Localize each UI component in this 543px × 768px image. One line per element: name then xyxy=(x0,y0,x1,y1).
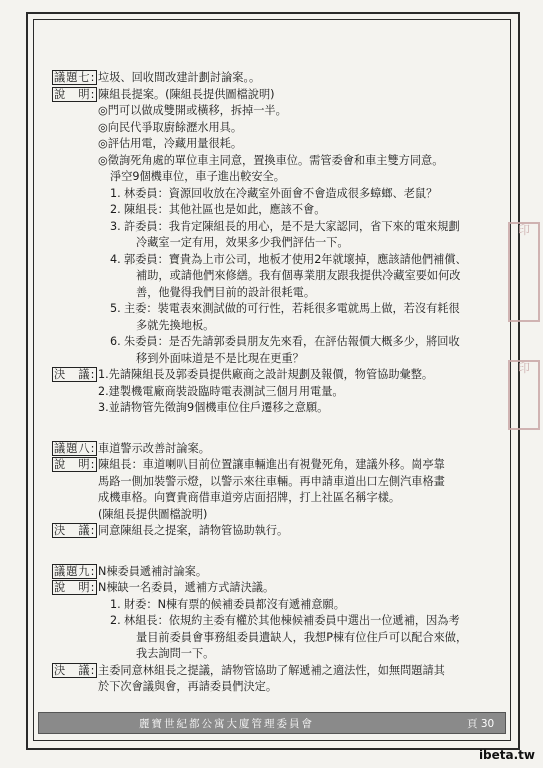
decision-line: 於下次會議與會，再請委員們決定。 xyxy=(98,680,278,693)
decision-label: 決 議: xyxy=(54,663,96,677)
discussion-item: 1. 財委：N棟有票的候補委員都沒有遞補意願。 xyxy=(110,597,345,611)
discussion-item: 6. 朱委員：是否先請郭委員朋友先來看，在評估報價大概多少，將回收 移到外面味道是不是比現在更重？ xyxy=(110,335,460,365)
explain-line: 陳組長：車道喇叭目前位置讓車輛進出有視覺死角，建議外移。崗亭靠 xyxy=(98,458,445,471)
issue-label: 議題七: xyxy=(54,71,96,84)
discussion-item: 2. 林組長：依規約主委有權於其他棟候補委員中選出一位遞補，因為考 量目前委員會事務組委員遺缺人，我想P棟有位住戶可以配合來做， 我去詢問一下。 xyxy=(110,614,468,660)
explain-line: ◎門可以做成雙開或橫移，拆掉一半。 xyxy=(98,104,287,117)
explain-line: N棟缺一名委員，遞補方式請決議。 xyxy=(98,581,275,594)
minutes-content xyxy=(52,70,504,696)
explain-line: ◎徵詢死角處的單位車主同意，置換車位。需管委會和車主雙方同意。 xyxy=(98,153,444,167)
decision-line: 主委同意林組長之提議，請物管協助了解遞補之適法性，如無問題請其 xyxy=(98,663,445,677)
explain-label: 說 明: xyxy=(54,581,96,594)
explain-line: 淨空9個機車位，車子進出較安全。 xyxy=(110,170,285,183)
explain-label: 說 明: xyxy=(54,458,96,471)
decision-label: 決 議: xyxy=(54,524,96,537)
decision-line: 3.並請物管先徵詢9個機車位住戶遷移之意願。 xyxy=(98,401,329,414)
footer-bar xyxy=(38,712,506,734)
decision-label: 決 議: xyxy=(54,368,96,381)
issue-label: 議題八: xyxy=(54,441,96,455)
discussion-item: 3. 許委員：我肯定陳組長的用心，是不是大家認同，省下來的電來規劃 冷藏室一定有用，效果多少我們評估一下。 xyxy=(110,219,460,249)
explain-label: 說 明: xyxy=(54,87,96,101)
seal-stamp-lower: 印 xyxy=(508,360,540,430)
page-number: 頁 30 xyxy=(467,718,495,730)
seal-stamp-upper: 印 xyxy=(508,222,540,322)
issue-title: 垃圾、回收間改建計劃討論案。。 xyxy=(98,71,261,84)
issue-title: 車道警示改善討論案。 xyxy=(98,441,210,455)
explain-line: 成機車格。向寶貴商借車道旁店面招牌，打上社區名稱字樣。 xyxy=(98,491,401,504)
issue-7 xyxy=(52,70,504,417)
discussion-item: 2. 陳組長：其他社區也是如此，應該不會。 xyxy=(110,203,326,216)
watermark: ibeta.tw xyxy=(478,748,535,762)
discussion-item: 1. 林委員：資源回收放在冷藏室外面會不會造成很多蟑螂、老鼠？ xyxy=(110,186,438,200)
footer-title: 麗寶世紀都公寓大廈管理委員會 xyxy=(139,718,314,730)
issue-8 xyxy=(52,441,504,540)
explain-line: (陳組長提供圖檔說明) xyxy=(98,507,208,521)
explain-line: ◎向民代爭取廚餘瀝水用具。 xyxy=(98,120,243,134)
decision-line: 2.建製機電廠商裝設臨時電表測試三個月用電量。 xyxy=(98,384,344,398)
decision-line: 同意陳組長之提案，請物管協助執行。 xyxy=(98,524,289,537)
issue-9 xyxy=(52,564,504,696)
explain-line: 陳組長提案。(陳組長提供圖檔說明) xyxy=(98,87,275,101)
decision-line: 1.先請陳組長及郭委員提供廠商之設計規劃及報價，物管協助彙整。 xyxy=(98,368,434,381)
discussion-item: 5. 主委：裝電表來測試做的可行性，若耗很多電就馬上做，若沒有耗很 多就先換地板。 xyxy=(110,302,460,332)
explain-line: 馬路一側加裝警示燈，以警示來往車輛。再申請車道出口左側汽車格畫 xyxy=(98,474,445,488)
issue-title: N棟委員遞補討論案。 xyxy=(98,564,208,578)
issue-label: 議題九: xyxy=(54,564,96,578)
explain-line: ◎評估用電，冷藏用量很耗。 xyxy=(98,137,243,150)
discussion-item: 4. 郭委員：寶貴為上市公司，地板才使用2年就壞掉，應該請他們補償、 補助，或請他們來修繕。我有個專業朋友跟我提供冷藏室要如何改 善，他覺得我們目前的設計很耗電。 xyxy=(110,252,467,299)
